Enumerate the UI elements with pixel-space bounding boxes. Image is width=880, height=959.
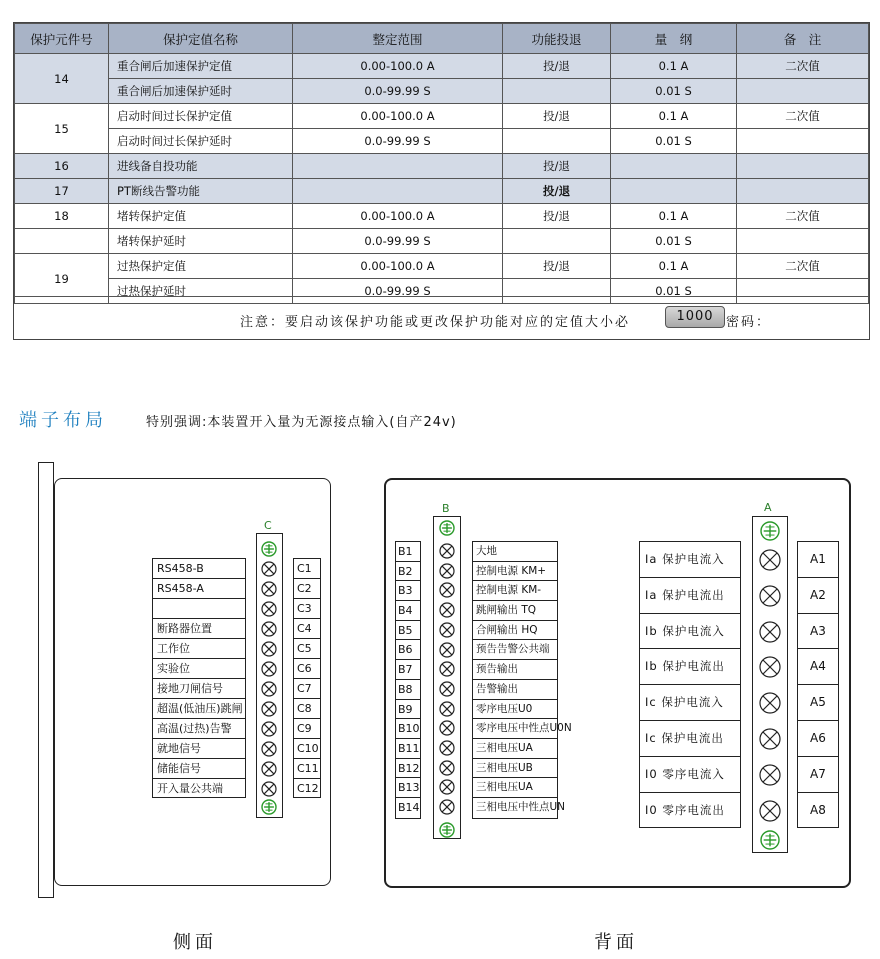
- cell-remark: [737, 229, 869, 254]
- screw-terminal-icon: [439, 681, 455, 697]
- side-terminal-code: C9: [294, 719, 320, 739]
- cell-name: 启动时间过长保护延时: [109, 129, 293, 154]
- cell-name: 堵转保护定值: [109, 204, 293, 229]
- table-row: [15, 204, 869, 229]
- b-terminal-label: 大地: [473, 542, 557, 562]
- b-terminal-code: B7: [396, 660, 420, 680]
- table-row: [15, 104, 869, 129]
- cell-switch: [503, 129, 611, 154]
- cell-unit: [611, 154, 737, 179]
- a-terminal-code: A7: [798, 757, 838, 793]
- side-terminal-label: 开入量公共端: [157, 782, 223, 795]
- cell-name: 进线备自投功能: [109, 154, 293, 179]
- a-terminal-code: A1: [798, 542, 838, 578]
- earth-terminal-icon: [760, 521, 780, 541]
- table-row: [15, 254, 869, 279]
- screw-terminal-icon: [439, 760, 455, 776]
- screw-terminal-icon: [261, 621, 277, 637]
- screw-terminal-icon: [759, 800, 781, 822]
- side-terminal-code: C6: [294, 659, 320, 679]
- side-terminal-code: C7: [294, 679, 320, 699]
- table-row: [15, 79, 869, 104]
- a-terminal-code: A3: [798, 614, 838, 650]
- cell-switch: [503, 229, 611, 254]
- a-terminal-label: I0 零序电流入: [640, 757, 740, 793]
- side-terminal-label: RS458-A: [153, 579, 245, 599]
- side-terminal-code: C2: [294, 579, 320, 599]
- side-terminal-label: 储能信号: [153, 759, 245, 779]
- screw-terminal-icon: [261, 581, 277, 597]
- screw-terminal-icon: [261, 641, 277, 657]
- col-header-range: 整定范围: [293, 24, 503, 54]
- side-terminal-code: C4: [294, 619, 320, 639]
- side-terminal-label: [153, 599, 245, 619]
- cell-name: 重合闸后加速保护定值: [109, 54, 293, 79]
- cell-range: 0.00-100.0 A: [293, 254, 503, 279]
- cell-id: 16: [15, 154, 109, 179]
- screw-terminal-icon: [261, 561, 277, 577]
- cell-remark: [737, 79, 869, 104]
- earth-terminal-icon: [439, 520, 455, 536]
- cell-range: 0.0-99.99 S: [293, 129, 503, 154]
- screw-terminal-icon: [261, 681, 277, 697]
- b-terminal-label: 合闸输出 HQ: [473, 621, 557, 641]
- cell-id: 17: [15, 179, 109, 204]
- b-terminal-code: B12: [396, 759, 420, 779]
- cell-switch: 投/退: [503, 254, 611, 279]
- b-terminal-code: B9: [396, 700, 420, 720]
- b-terminal-label: 预告告警公共端: [473, 640, 557, 660]
- screw-terminal-icon: [439, 779, 455, 795]
- cell-name: 启动时间过长保护定值: [109, 104, 293, 129]
- cell-unit: 0.01 S: [611, 129, 737, 154]
- table-row: [15, 129, 869, 154]
- b-code-column: [395, 541, 421, 819]
- a-terminal-label: Ic 保护电流出: [640, 721, 740, 757]
- cell-range: 0.0-99.99 S: [293, 229, 503, 254]
- cell-name: 重合闸后加速保护延时: [109, 79, 293, 104]
- b-terminal-code: B13: [396, 778, 420, 798]
- side-terminal-label: 工作位: [153, 639, 245, 659]
- cell-switch: 投/退: [503, 204, 611, 229]
- cell-name: 过热保护定值: [109, 254, 293, 279]
- side-terminal-label: 就地信号: [153, 739, 245, 759]
- screw-terminal-icon: [439, 622, 455, 638]
- cell-switch: 投/退: [503, 154, 611, 179]
- cell-id: 19: [15, 254, 109, 304]
- cell-remark: 二次值: [737, 54, 869, 79]
- side-terminal-label: RS458-B: [153, 559, 245, 579]
- cell-id: 15: [15, 104, 109, 154]
- side-terminal-label: 实验位: [153, 659, 245, 679]
- screw-terminal-icon: [261, 761, 277, 777]
- b-terminal-code: B5: [396, 621, 420, 641]
- cell-unit: 0.01 S: [611, 279, 737, 304]
- earth-terminal-icon: [760, 830, 780, 850]
- earth-terminal-icon: [439, 822, 455, 838]
- a-terminal-label: I0 零序电流出: [645, 802, 725, 817]
- screw-terminal-icon: [261, 701, 277, 717]
- earth-terminal-icon: [261, 541, 277, 557]
- side-mount-rail: [38, 462, 54, 898]
- screw-terminal-icon: [261, 781, 277, 797]
- side-terminal-code: C1: [294, 559, 320, 579]
- screw-terminal-icon: [439, 642, 455, 658]
- b-terminal-label: 三相电压UA: [473, 739, 557, 759]
- screw-terminal-icon: [759, 764, 781, 786]
- screw-terminal-icon: [759, 728, 781, 750]
- side-code-column: [293, 558, 321, 798]
- cell-unit: [611, 179, 737, 204]
- b-terminal-label: 零序电压U0: [473, 700, 557, 720]
- screw-terminal-icon: [759, 585, 781, 607]
- b-terminal-label: 跳闸输出 TQ: [473, 601, 557, 621]
- a-code-column: [797, 541, 839, 828]
- table-row: [15, 229, 869, 254]
- password-box: 1000: [665, 306, 725, 328]
- screw-terminal-icon: [759, 621, 781, 643]
- cell-switch: 投/退: [503, 104, 611, 129]
- cell-remark: 二次值: [737, 254, 869, 279]
- col-header-remark: 备 注: [737, 24, 869, 54]
- cell-unit: 0.01 S: [611, 229, 737, 254]
- col-header-unit: 量 纲: [611, 24, 737, 54]
- screw-terminal-icon: [439, 543, 455, 559]
- screw-terminal-icon: [759, 692, 781, 714]
- side-terminal-code: C12: [297, 782, 319, 795]
- screw-terminal-icon: [439, 701, 455, 717]
- screw-terminal-icon: [439, 661, 455, 677]
- b-terminal-label: 三相电压中性点UN: [476, 800, 566, 813]
- cell-unit: 0.1 A: [611, 54, 737, 79]
- screw-terminal-icon: [261, 601, 277, 617]
- screw-terminal-icon: [439, 799, 455, 815]
- b-terminal-label: 零序电压中性点U0N: [473, 719, 557, 739]
- b-terminal-code: B1: [396, 542, 420, 562]
- a-terminal-code: A8: [810, 802, 826, 817]
- side-terminal-code: C8: [294, 699, 320, 719]
- a-terminal-label: Ib 保护电流入: [640, 614, 740, 650]
- settings-table: [13, 22, 870, 340]
- table-row: [15, 154, 869, 179]
- cell-unit: 0.1 A: [611, 254, 737, 279]
- side-terminal-label: 高温(过热)告警: [153, 719, 245, 739]
- col-header-switch: 功能投退: [503, 24, 611, 54]
- block-b-label: B: [442, 502, 450, 515]
- cell-range: [293, 179, 503, 204]
- a-terminal-label: Ia 保护电流入: [640, 542, 740, 578]
- screw-terminal-icon: [439, 602, 455, 618]
- cell-unit: 0.1 A: [611, 104, 737, 129]
- side-terminal-code: C10: [294, 739, 320, 759]
- section-title: 端子布局: [19, 410, 107, 431]
- cell-unit: 0.01 S: [611, 79, 737, 104]
- cell-name: 堵转保护延时: [109, 229, 293, 254]
- cell-range: 0.0-99.99 S: [293, 279, 503, 304]
- side-terminal-code: C5: [294, 639, 320, 659]
- a-terminal-label: Ia 保护电流出: [640, 578, 740, 614]
- cell-unit: 0.1 A: [611, 204, 737, 229]
- b-terminal-code: B10: [396, 719, 420, 739]
- back-caption: 背面: [594, 932, 638, 953]
- screw-terminal-icon: [439, 582, 455, 598]
- cell-remark: [737, 154, 869, 179]
- b-terminal-label: 三相电压UA: [473, 778, 557, 798]
- cell-remark: 二次值: [737, 204, 869, 229]
- b-terminal-code: B6: [396, 640, 420, 660]
- b-terminal-label: 控制电源 KM+: [473, 562, 557, 582]
- block-a-label: A: [764, 501, 772, 514]
- table-row: [15, 179, 869, 204]
- b-terminal-label: 控制电源 KM-: [473, 581, 557, 601]
- side-terminal-label: 接地刀闸信号: [153, 679, 245, 699]
- a-terminal-label: Ic 保护电流入: [640, 685, 740, 721]
- a-label-column: [639, 541, 741, 828]
- b-terminal-code: B3: [396, 581, 420, 601]
- cell-remark: 二次值: [737, 104, 869, 129]
- col-header-id: 保护元件号: [15, 24, 109, 54]
- cell-id: [15, 229, 109, 254]
- a-terminal-code: A2: [798, 578, 838, 614]
- cell-range: 0.00-100.0 A: [293, 54, 503, 79]
- b-terminal-label: 预告输出: [473, 660, 557, 680]
- screw-terminal-icon: [439, 740, 455, 756]
- table-row: [15, 54, 869, 79]
- cell-id: 18: [15, 204, 109, 229]
- cell-range: 0.0-99.99 S: [293, 79, 503, 104]
- a-terminal-code: A4: [798, 649, 838, 685]
- side-terminal-code: C3: [294, 599, 320, 619]
- cell-switch: 投/退: [503, 179, 611, 204]
- screw-terminal-icon: [439, 720, 455, 736]
- side-terminal-code: C11: [294, 759, 320, 779]
- cell-remark: [737, 179, 869, 204]
- b-terminal-code: B2: [396, 562, 420, 582]
- note-text: 注意：要启动该保护功能或更改保护功能对应的定值大小必: [240, 315, 631, 330]
- cell-range: 0.00-100.0 A: [293, 204, 503, 229]
- cell-range: [293, 154, 503, 179]
- section-note: 特别强调:本装置开入量为无源接点输入(自产24v): [146, 415, 457, 430]
- side-terminal-label: 断路器位置: [153, 619, 245, 639]
- password-note: [14, 296, 869, 341]
- cell-name: PT断线告警功能: [109, 179, 293, 204]
- cell-switch: [503, 79, 611, 104]
- screw-terminal-icon: [261, 741, 277, 757]
- screw-terminal-icon: [261, 661, 277, 677]
- a-terminal-code: A5: [798, 685, 838, 721]
- side-label-column: [152, 558, 246, 798]
- cell-name: 过热保护延时: [109, 279, 293, 304]
- b-label-column: [472, 541, 572, 819]
- side-caption: 侧面: [173, 932, 217, 953]
- b-terminal-code: B8: [396, 680, 420, 700]
- screw-terminal-icon: [261, 721, 277, 737]
- side-terminal-label: 超温(低油压)跳闸: [153, 699, 245, 719]
- note-suffix: 密码：: [726, 315, 772, 330]
- block-c-label: C: [264, 519, 272, 532]
- col-header-name: 保护定值名称: [109, 24, 293, 54]
- screw-terminal-icon: [439, 563, 455, 579]
- cell-range: 0.00-100.0 A: [293, 104, 503, 129]
- cell-id: 14: [15, 54, 109, 104]
- cell-remark: [737, 129, 869, 154]
- a-terminal-label: Ib 保护电流出: [640, 649, 740, 685]
- screw-terminal-icon: [759, 549, 781, 571]
- earth-terminal-icon: [261, 799, 277, 815]
- b-terminal-label: 三相电压UB: [473, 759, 557, 779]
- cell-switch: 投/退: [503, 54, 611, 79]
- b-terminal-code: B11: [396, 739, 420, 759]
- b-terminal-code: B14: [398, 800, 420, 814]
- b-terminal-label: 告警输出: [473, 680, 557, 700]
- screw-terminal-icon: [759, 656, 781, 678]
- b-terminal-code: B4: [396, 601, 420, 621]
- a-terminal-code: A6: [798, 721, 838, 757]
